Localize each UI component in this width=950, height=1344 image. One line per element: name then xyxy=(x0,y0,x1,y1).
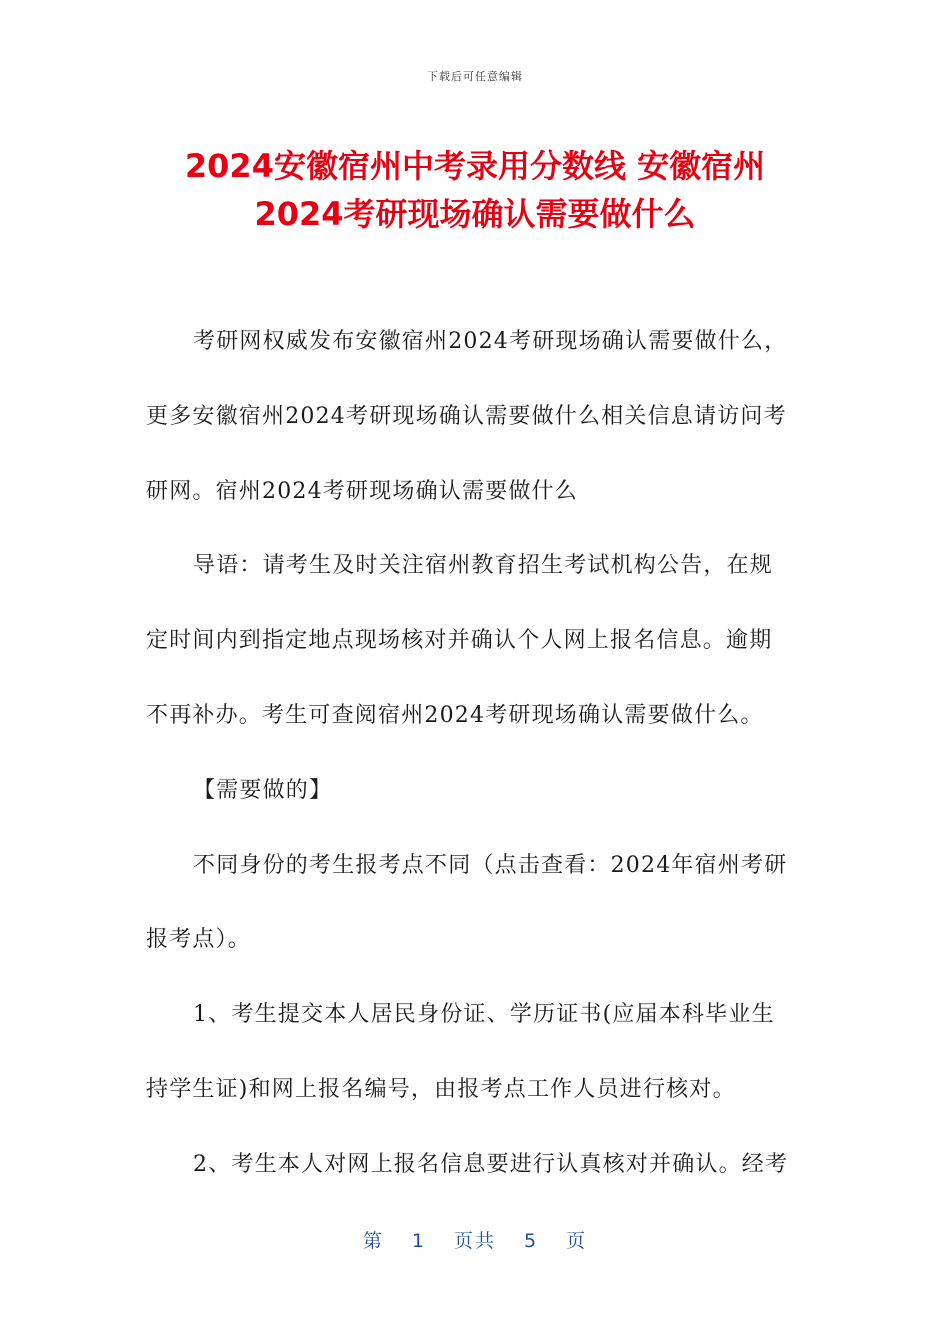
header-note: 下载后可任意编辑 xyxy=(427,70,523,83)
document-body xyxy=(146,322,804,1220)
title-line-1: 2024安徽宿州中考录用分数线 安徽宿州 xyxy=(184,147,766,185)
body-line: 定时间内到指定地点现场核对并确认个人网上报名信息。逾期 xyxy=(146,628,773,654)
body-line: 1、考生提交本人居民身份证、学历证书(应届本科毕业生 xyxy=(193,1002,775,1028)
body-line: 2、考生本人对网上报名信息要进行认真核对并确认。经考 xyxy=(193,1151,789,1177)
body-line: 不同身份的考生报考点不同（点击查看：2024年宿州考研 xyxy=(193,852,788,878)
body-line: 导语：请考生及时关注宿州教育招生考试机构公告，在规 xyxy=(193,553,774,579)
body-line: 研网。宿州2024考研现场确认需要做什么 xyxy=(146,478,578,504)
page-footer: 第 1 页共 5 页 xyxy=(362,1230,588,1252)
page-title xyxy=(60,142,890,238)
section-heading: 【需要做的】 xyxy=(193,777,333,803)
body-line: 持学生证)和网上报名编号，由报考点工作人员进行核对。 xyxy=(146,1076,736,1102)
body-line: 报考点）。 xyxy=(146,927,252,953)
body-line: 不再补办。考生可查阅宿州2024考研现场确认需要做什么。 xyxy=(146,702,764,728)
body-line: 考研网权威发布安徽宿州2024考研现场确认需要做什么， xyxy=(193,329,788,354)
title-line-2: 2024考研现场确认需要做什么 xyxy=(254,195,696,233)
body-line: 更多安徽宿州2024考研现场确认需要做什么相关信息请访问考 xyxy=(146,403,787,429)
